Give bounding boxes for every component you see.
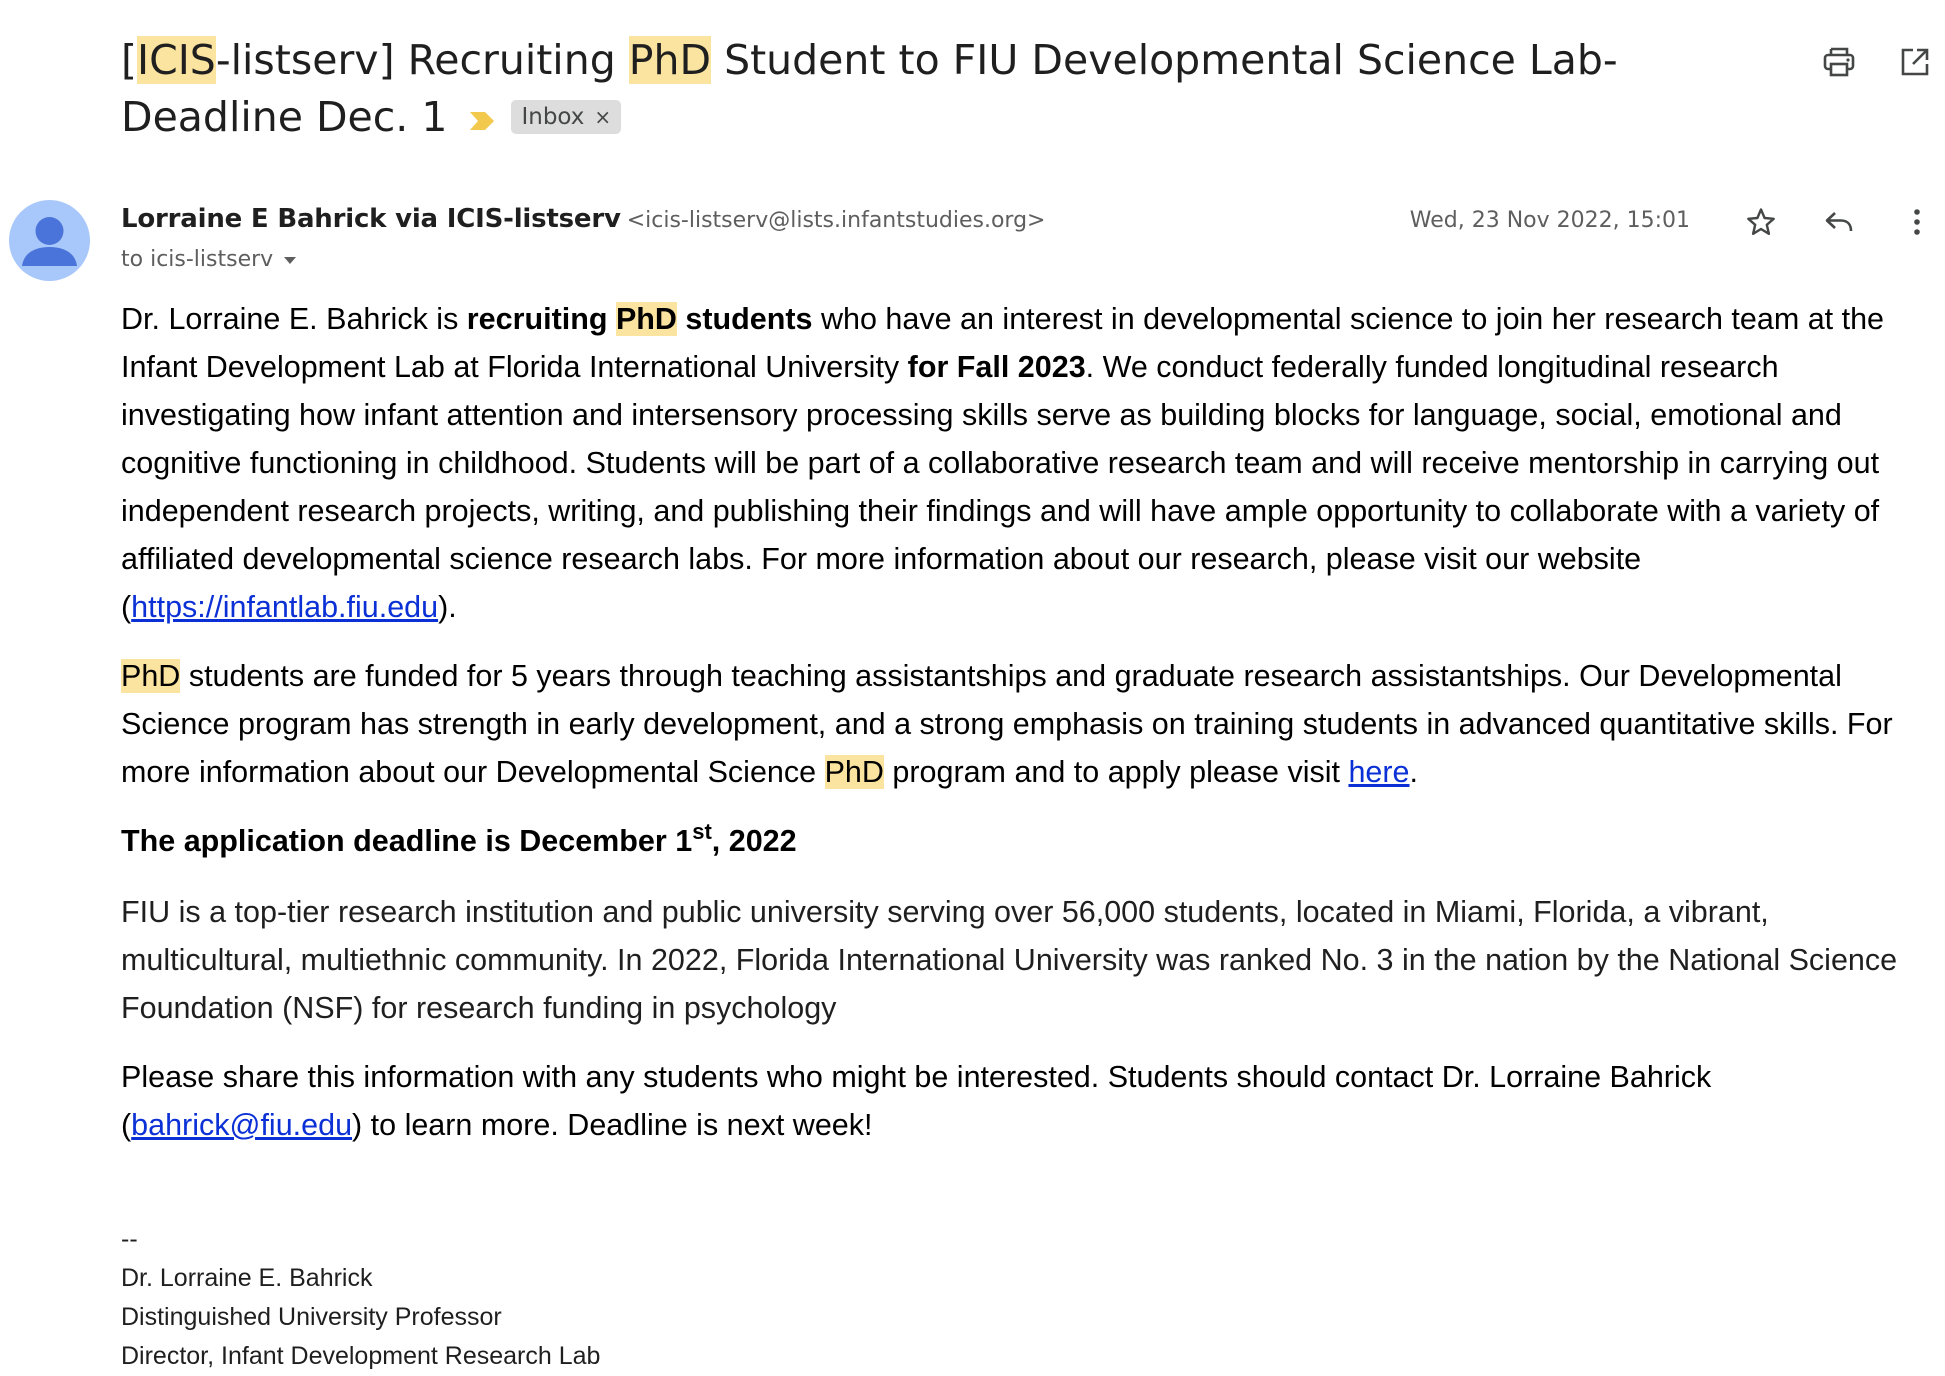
sender-name[interactable]: Lorraine E Bahrick via ICIS-listserv: [121, 204, 621, 234]
body-text: . We conduct federally funded longitudinal research investigating how infant attention and intersensory processing skills serve as building blocks for language, social, emotional and cognitive functioning in childhood. Students will be part of a collaborative research team and will receive mentorship in carrying out independent research projects, writing, and publishing their findings and will have ample opportunity to collaborate with a variety of affiliated developmental science research labs. For more information about our research, please visit our website (: [121, 350, 1880, 624]
show-details-button[interactable]: [283, 247, 297, 272]
search-highlight: PhD: [121, 659, 181, 693]
recipients-line: [121, 247, 297, 272]
search-highlight: PhD: [628, 36, 712, 84]
subject-text: [: [121, 36, 137, 84]
body-paragraph: [121, 1053, 1931, 1149]
reply-button[interactable]: [1819, 202, 1859, 242]
caret-down-icon: [283, 256, 297, 266]
subject-area: [121, 32, 1741, 149]
body-text: Please share this information with any students who might be interested. Students should contact Dr. Lorraine Bahrick (: [121, 1060, 1712, 1142]
search-highlight: PhD: [824, 755, 884, 789]
subject-text: Student to FIU Developmental Science Lab- Deadline Dec. 1: [121, 36, 1618, 141]
body-paragraph: [121, 295, 1931, 631]
signature-dash: --: [121, 1225, 138, 1253]
star-icon: [1746, 207, 1776, 237]
signature: [121, 1220, 600, 1376]
body-bold: for Fall 2023: [907, 350, 1086, 384]
body-paragraph: [121, 652, 1931, 796]
reply-icon: [1824, 210, 1854, 234]
body-text: students: [676, 302, 813, 336]
ordinal-suffix: st: [692, 819, 712, 844]
lab-website-link[interactable]: https://infantlab.fiu.edu: [131, 590, 439, 624]
search-highlight: ICIS: [137, 36, 216, 84]
body-text: program and to apply please visit: [883, 755, 1349, 789]
recipients-text: to icis-listserv: [121, 247, 274, 272]
message-date: Wed, 23 Nov 2022, 15:01: [1409, 208, 1690, 233]
body-text: The application deadline is December 1: [121, 824, 693, 858]
open-in-new-window-button[interactable]: [1895, 42, 1935, 82]
sender-email: <icis-listserv@lists.infantstudies.org>: [626, 208, 1046, 233]
printer-icon: [1823, 47, 1855, 77]
body-text: students are funded for 5 years through teaching assistantships and graduate research assistantships. Our Developmental Science program has strength in early development, and a strong emphasis on training students in advanced quantitative skills. For more information about our Developmental Science: [121, 659, 1893, 789]
body-text: ).: [438, 590, 457, 624]
remove-label-button[interactable]: ×: [594, 104, 612, 129]
more-options-button[interactable]: [1897, 202, 1937, 242]
subject-text: -listserv] Recruiting: [215, 36, 629, 84]
more-vertical-icon: [1913, 208, 1921, 236]
subject-title: [121, 32, 1741, 149]
body-text: who have an interest in developmental science to join her research team at the Infant Development Lab at Florida International University: [121, 302, 1885, 384]
email-link[interactable]: bahrick@fiu.edu: [131, 1108, 353, 1142]
body-text: recruiting: [466, 302, 616, 336]
star-button[interactable]: [1741, 202, 1781, 242]
sender-line: [121, 204, 1045, 234]
label-chip-inbox: [511, 100, 621, 134]
print-all-button[interactable]: [1819, 42, 1859, 82]
body-bold: [121, 819, 797, 858]
body-paragraph: FIU is a top-tier research institution and public university serving over 56,000 students, located in Miami, Florida, a vibrant, multicultural, multiethnic community. In 2022, Florida International University was ranked No. 3 in the nation by the National Science Foundation (NSF) for research funding in psychology: [121, 895, 1898, 1025]
open-in-new-window-icon: [1900, 47, 1930, 77]
body-text: ) to learn more. Deadline is next week!: [352, 1108, 873, 1142]
message-body: [121, 295, 1931, 1170]
signature-name: Dr. Lorraine E. Bahrick: [121, 1264, 373, 1292]
search-highlight: PhD: [615, 302, 677, 336]
apply-here-link[interactable]: here: [1348, 755, 1410, 789]
sender-avatar[interactable]: [9, 200, 90, 281]
body-bold: [467, 302, 813, 336]
thread-toolbar: [1819, 42, 1935, 82]
body-text: .: [1409, 755, 1418, 789]
signature-role: Director, Infant Development Research Lab: [121, 1342, 601, 1370]
important-marker-icon[interactable]: [469, 89, 495, 146]
message-actions: [1741, 202, 1937, 242]
body-text: Dr. Lorraine E. Bahrick is: [121, 302, 467, 336]
body-text: , 2022: [711, 824, 797, 858]
label-name: Inbox: [521, 103, 585, 130]
deadline-notice: [121, 817, 1931, 865]
signature-title: Distinguished University Professor: [121, 1303, 502, 1331]
